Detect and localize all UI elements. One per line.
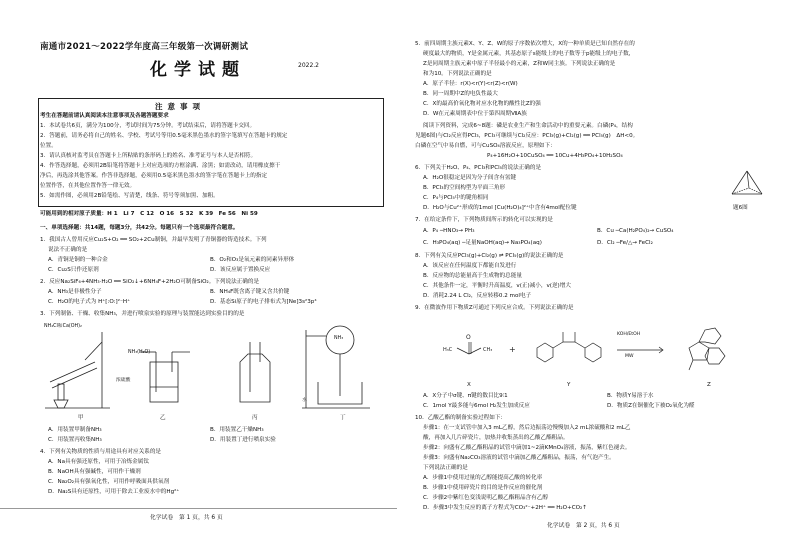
arrow-text-top: KOH/EtOH [617, 332, 641, 337]
q2-option-c: C．H₂O的电子式为 H⁺[:O:]²⁻H⁺ [48, 299, 131, 305]
mol-label-y: Y [567, 382, 571, 388]
question-8: 8．下列有关反应PCl₃(g)+Cl₂(g) ⇌ PCl₅(g)的说法正确的是 [415, 253, 564, 259]
notice-title: 注意事项 [155, 102, 205, 111]
question-4: 4．下列有关物质的性质与用途具有对应关系的是 [40, 449, 162, 455]
q7-option-a: A．P₄ ─HNO₃→ PH₃ [423, 228, 475, 234]
q8-option-b: B．反应物的总能量高于生成物的总能量 [423, 273, 522, 279]
p4-structure-figure [727, 168, 767, 202]
notice-line: 位置作答，在其他位置作答一律无效。 [40, 183, 136, 189]
mol-label-z: Z [707, 382, 711, 388]
q10-prompt: 下列说法正确的是 [423, 465, 468, 471]
q10-step: 步骤2：向盛有乙酸乙酯粗品的试管中滴加1~2滴KMnO₄溶液，振荡，紫红色褪去。 [423, 445, 631, 451]
notice-line: 2．答题前，请务必将自己的姓名、学校、考试号等用0.5毫米黑色墨水的签字笔填写在答题卡的规定 [40, 133, 288, 139]
q8-option-c: C．其他条件一定，平衡时升高温度，v(正)减小，v(逆)增大 [423, 283, 571, 289]
page-footer: 化学试卷 第 1 页，共 6 页 [150, 515, 223, 521]
page-footer: 化学试卷 第 2 页，共 6 页 [547, 523, 620, 529]
q8-option-a: A．该反应在任何温度下都能自发进行 [423, 263, 517, 269]
fig-label-bing: 丙 [252, 415, 258, 421]
question-5: 5．前四周期主族元素X、Y、Z、W的原子序数依次增大，X的一种单质是已知自然存在的 [415, 41, 635, 47]
question-10: 10．乙酸乙酯的制备实验过程如下： [415, 415, 507, 421]
q4-option-a: A．Na具有强还原性，可用于冶炼金属钛 [48, 459, 149, 465]
fig-label-yi: 乙 [160, 415, 166, 421]
q3-option-b: B．用装置乙干燥NH₃ [210, 427, 264, 433]
q10-option-a: A．步骤1中使用过量的乙醇能提高乙酸的转化率 [423, 475, 543, 481]
q5-option-a: A．原子半径：r(X)<r(Y)<r(Z)<r(W) [423, 81, 518, 87]
q10-option-c: C．步骤2中紫红色变浅说明乙酸乙酯粗品含有乙醇 [423, 495, 548, 501]
q4-option-d: D．Na₂S具有还原性，可用于除去工业废水中的Hg²⁺ [48, 489, 180, 495]
q4-option-b: B．NaOH具有强碱性，可用作干燥剂 [48, 469, 141, 475]
page-separator [0, 508, 397, 509]
q10-step: 步骤3：向盛有Na₂CO₃溶液的试管中滴加乙酸乙酯粗品，振荡，有气泡产生。 [423, 455, 615, 461]
apparatus-figure [40, 322, 380, 414]
fig-text-reagent: NH₄Cl和Ca(OH)₂ [44, 324, 82, 329]
question-5-line: 和为10。下列说法正确的是 [423, 71, 492, 77]
q6-option-d: D．H₂O与Cu²⁺形成的1mol [Cu(H₂O)₄]²⁺中含有4mol配位键 [423, 205, 577, 211]
q10-option-b: B．步骤1中使用碎瓷片的目的是作反应的催化剂 [423, 485, 543, 491]
question-6: 6．下列关于H₂O、P₄、PCl₃和PCl₅的说法正确的是 [415, 165, 542, 171]
q1-option-a: A．青铜是铜的一种合金 [48, 257, 108, 263]
q7-option-b: B．Cu ─Ca(H₂PO₄)₂→ CuSO₄ [597, 228, 674, 234]
notice-line: 1．本试卷共6页，满分为100分，考试时间为75分钟。考试结束后，请将答题卡交回。 [40, 123, 256, 129]
subject-title: 化学试题 [150, 60, 246, 80]
exam-page-2 [397, 0, 794, 550]
q1-option-b: B．O₂和O₃是氧元素的同素异形体 [210, 257, 295, 263]
q1-option-c: C．Cu₂S只作还原剂 [48, 267, 99, 273]
passage-line: 白磷在空气中易自燃，可与CuSO₄溶液反应，原理如下： [415, 143, 556, 149]
notice-line: 净后，再选涂其他答案。作答非选择题，必须用0.5毫米黑色墨水的签字笔在答题卡上的指定 [40, 173, 268, 179]
arrow-text-bottom: MW [625, 354, 634, 359]
q2-option-d: D．基态Si原子的电子排布式为[Ne]3s²3p⁴ [210, 299, 317, 305]
fig-text-water: 水 [302, 398, 307, 403]
question-1: 1．我国古人曾用反应Cu₂S+O₂ ══ SO₂+2Cu制铜，并最早发明了青铜器的铸造技术。下列 [40, 237, 267, 243]
fig-text-nh3: NH₃(H₂O) [128, 350, 151, 355]
q9-option-d: D．物质Z在铜催化下被O₂氧化为醛 [607, 403, 695, 409]
notice-line: 4．作答选择题，必须用2B铅笔将答题卡上对应选项的方框涂满、涂黑；如需改动，请用橡皮擦干 [40, 163, 281, 169]
q6-option-a: A．H₂O很稳定是因为分子间含有氢键 [423, 175, 516, 181]
question-7: 7．在给定条件下，下列物质间所示的转化可以实现的是 [415, 217, 553, 223]
q3-option-c: C．用装置丙收集NH₃ [48, 437, 102, 443]
q2-option-b: B．NH₄F既含离子键又含共价键 [210, 289, 290, 295]
q1-option-d: D．该反应属于置换反应 [210, 267, 271, 273]
q7-option-c: C．H₃PO₄(aq) ─足量NaOH(aq)→ Na₃PO₄(aq) [423, 240, 542, 246]
passage-equation: P₄+16H₂O+10CuSO₄ ══ 10Cu+4H₃PO₄+10H₂SO₄ [487, 153, 623, 159]
atomic-masses: 可能用到的相对原子质量：H 1 Li 7 C 12 O 16 S 32 K 39 Fe 56 Ni 59 [40, 211, 258, 217]
q2-option-a: A．NH₃是非极性分子 [48, 289, 102, 295]
exam-date: 2022.2 [298, 62, 319, 69]
q10-option-d: D．步骤3中发生反应的离子方程式为CO₃²⁻+2H⁺ ══ H₂O+CO₂↑ [423, 505, 587, 511]
notice-line: 5．如需作图，必须用2B铅笔绘、写清楚，线条、符号等须加黑、加粗。 [40, 193, 219, 199]
fig-text-acid: 浓硫酸 [116, 378, 131, 383]
notice-line: 考生在答题前请认真阅读本注意事项及各题答题要求 [40, 113, 169, 119]
q9-option-a: A．X分子中σ键、π键的数目比9∶1 [423, 393, 508, 399]
svg-text:O: O [466, 334, 471, 341]
passage-line: 阅读下列资料，完成6~8题：磷是农业生产和生命活动中的重要元素。白磷(P₄，结构 [423, 123, 633, 129]
q8-option-d: D．消耗2.24 L Cl₂，反应转移0.2 mol电子 [423, 293, 532, 299]
fig6-label: 题6图 [733, 205, 748, 211]
q5-option-d: D．W在元素周期表中位于第四周期ⅦA族 [423, 111, 527, 117]
notice-line: 位置。 [40, 143, 57, 149]
notice-line: 3．请认真核对监考员在答题卡上所粘贴的条形码上的姓名、准考证号与本人是否相符。 [40, 153, 257, 159]
q6-option-c: C．P₄与PCl₅中的键角相同 [423, 195, 489, 201]
q3-option-a: A．用装置甲制备NH₃ [48, 427, 102, 433]
section-header: 一、单项选择题：共14题，每题3分，共42分。每题只有一个选项最符合题意。 [40, 225, 239, 231]
q7-option-d: D．Cl₂ ─Fe/△→ FeCl₂ [597, 240, 653, 246]
exam-title: 南通市2021～2022学年度高三年级第一次调研测试 [40, 42, 249, 52]
q5-option-c: C．X的最高价氧化物对应水化物的酸性比Z的强 [423, 101, 541, 107]
question-2: 2．反应Na₂SiF₆+4NH₃·H₂O ══ SiO₂↓+6NH₄F+2H₂O可制备SiO₂。下列说法正确的是 [40, 279, 260, 285]
q9-option-c: C．1mol Y最多能与6mol H₂发生加成反应 [423, 403, 530, 409]
fig-label-jia: 甲 [78, 415, 84, 421]
question-5-line: Z是同周期主族元素中原子半径最小的元素，Z和W同主族。下列说法正确的是 [423, 61, 616, 67]
q9-option-b: B．物质Y易溶于水 [607, 393, 654, 399]
svg-text:+: + [509, 345, 516, 354]
q10-step: 酸，再加入几片碎瓷片，加热并收集蒸出的乙酸乙酯粗品。 [423, 435, 569, 441]
q10-step: 步骤1：在一支试管中加入3 mL乙醇，然后边振荡边慢慢加入2 mL浓硫酸和2 mL乙 [423, 425, 631, 431]
question-3: 3．下列制备、干燥、收集NH₃，并进行喷泉实验的原理与装置能达到实验目的的是 [40, 311, 245, 317]
q5-option-b: B．同一周期中Z的电负性最大 [423, 91, 498, 97]
question-9: 9．在微波作用下物质Z可通过下列反应合成。下列说法正确的是 [415, 305, 574, 311]
svg-text:H₃C: H₃C [443, 347, 453, 353]
reaction-scheme [427, 318, 767, 380]
passage-line: 见题6图)与Cl₂反应得PCl₃，PCl₃可继续与Cl₂反应：PCl₃(g)+Cl₂(g) ══ PCl₅(g) ΔH<0。 [415, 133, 639, 139]
q6-option-b: B．PCl₃的空间构型为平面三角形 [423, 185, 506, 191]
mol-label-x: X [467, 382, 471, 388]
q4-option-c: C．Na₂O₂具有强氧化性，可用作呼吸面具供氧剂 [48, 479, 170, 485]
svg-text:CH₃: CH₃ [483, 347, 493, 353]
fig-label-ding: 丁 [340, 415, 346, 421]
question-1-cont: 说法不正确的是 [48, 247, 88, 253]
q3-option-d: D．用装置丁进行喷泉实验 [210, 437, 276, 443]
question-5-line: 硬度最大的物质，Y是金属元素，其基态原子s能级上的电子数等于p能级上的电子数， [423, 51, 635, 57]
fig-text-nh3-flask: NH₃ [334, 336, 344, 341]
